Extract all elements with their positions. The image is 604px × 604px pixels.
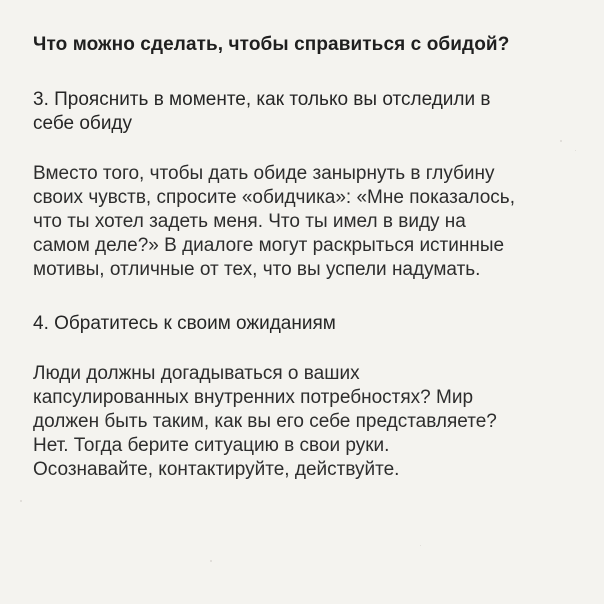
- section-paragraph: Вместо того, чтобы дать обиде занырнуть в глубину своих чувств, спросите «обидчика»: «Мне показалось, что ты хотел задеть меня. Что ты имел в виду на самом деле?» В диалоге могут раскрыться истинные мотивы, отличные от тех, что вы успели надумать.: [33, 163, 515, 280]
- section-paragraph: Люди должны догадываться о ваших капсулированных внутренних потребностях? Мир должен быть таким, как вы его себе представляете? Нет. Тогда берите ситуацию в свои руки. Осознавайте, контактируйте, действуйте.: [33, 363, 497, 480]
- article-content: [33, 33, 583, 512]
- paper-speck: [20, 500, 22, 502]
- section-4: [33, 312, 583, 482]
- section-3: [33, 88, 583, 282]
- section-title: 4. Обратитесь к своим ожиданиям: [33, 313, 336, 334]
- paper-speck: [420, 545, 421, 546]
- section-title: 3. Прояснить в моменте, как только вы отследили в себе обиду: [33, 89, 491, 134]
- paper-speck: [210, 560, 212, 562]
- page-title: Что можно сделать, чтобы справиться с обидой?: [33, 34, 510, 55]
